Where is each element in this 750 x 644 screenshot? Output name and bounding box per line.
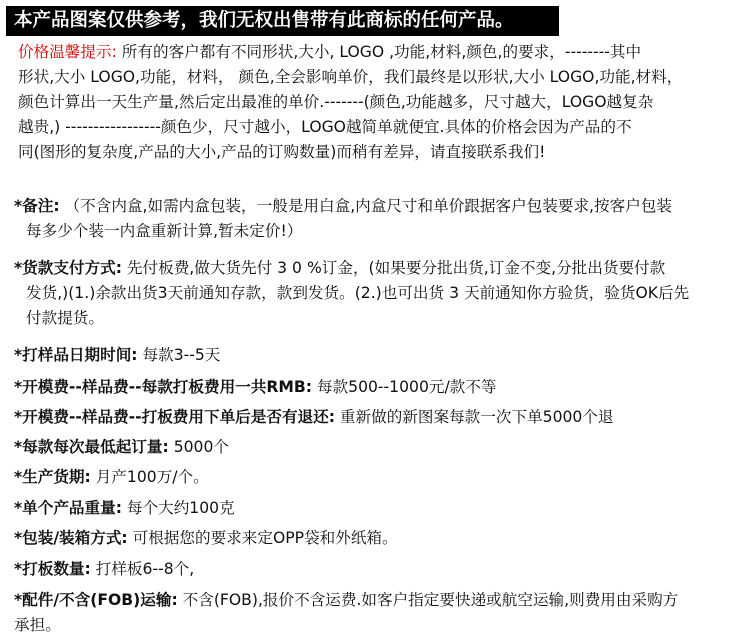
moq-label: *每款每次最低起订量:: [14, 438, 169, 456]
weight-item: *单个产品重量: 每个大约100克: [14, 499, 235, 517]
payment-item: *货款支付方式: 先付板费,做大货先付 3 0 %订金，(如果要分批出货,订金不变,分批出货要付款 发货,)(1.)余款出货3天前通知存款，款到发货。(2.)也可出货 3 天前通知你方验货，验货OK后先 付款提货。: [14, 259, 690, 327]
sample-date-item: *打样品日期时间: 每款3--5天: [14, 346, 221, 364]
mold-fee-item: *开模费--样品费--每款打板费用一共RMB: 每款500--1000元/款不等: [14, 378, 497, 396]
tips-line: 越贵,) -----------------颜色少，尺寸越小，LOGO越简单就便宜.具体的价格会因为产品的不: [18, 118, 632, 136]
lead-time-label: *生产货期:: [14, 468, 91, 486]
remark-label: *备注:: [14, 197, 60, 215]
tips-line: 形状,大小 LOGO,功能，材料， 颜色,全会影响单价，我们最终是以形状,大小 LOGO,功能,材料，: [18, 68, 683, 86]
tips-label: 价格温馨提示:: [18, 43, 117, 61]
tips-line: 同(图形的复杂度,产品的大小,产品的订购数量)而稍有差异，请直接联系我们!: [18, 143, 546, 161]
sample-qty-label: *打板数量:: [14, 560, 91, 578]
sample-date-label: *打样品日期时间:: [14, 346, 138, 364]
moq-item: *每款每次最低起订量: 5000个: [14, 438, 229, 456]
packing-item: *包装/装箱方式: 可根据您的要求来定OPP袋和外纸箱。: [14, 529, 398, 547]
payment-label: *货款支付方式:: [14, 259, 122, 277]
weight-label: *单个产品重量:: [14, 499, 122, 517]
refund-item: *开模费--样品费--打板费用下单后是否有退还: 重新做的新图案每款一次下单5000个退: [14, 408, 614, 426]
lead-time-item: *生产货期: 月产100万/个。: [14, 468, 209, 486]
refund-label: *开模费--样品费--打板费用下单后是否有退还:: [14, 408, 335, 426]
page-title: 本产品图案仅供参考，我们无权出售带有此商标的任何产品。: [6, 6, 559, 36]
tips-line: 价格温馨提示: 所有的客户都有不同形状,大小, LOGO ,功能,材料,颜色,的要求，--------其中: [18, 43, 642, 61]
price-tips-paragraph: [18, 40, 738, 165]
shipping-label: *配件/不含(FOB)运输:: [14, 591, 178, 609]
tips-line: 颜色计算出一天生产量,然后定出最准的单价.-------(颜色,功能越多，尺寸越大，LOGO越复杂: [18, 93, 654, 111]
remark-item: *备注: （不含内盒,如需内盒包装，一般是用白盒,内盒尺寸和单价跟据客户包装要求,按客户包装 每多少个装一内盒重新计算,暂未定价!）: [14, 197, 672, 240]
sample-qty-item: *打板数量: 打样板6--8个,: [14, 560, 195, 578]
packing-label: *包装/装箱方式:: [14, 529, 128, 547]
shipping-item: *配件/不含(FOB)运输: 不含(FOB),报价不含运费.如客户指定要快递或航空运输,则费用由采购方 承担。: [14, 591, 679, 634]
mold-fee-label: *开模费--样品费--每款打板费用一共RMB:: [14, 378, 313, 396]
